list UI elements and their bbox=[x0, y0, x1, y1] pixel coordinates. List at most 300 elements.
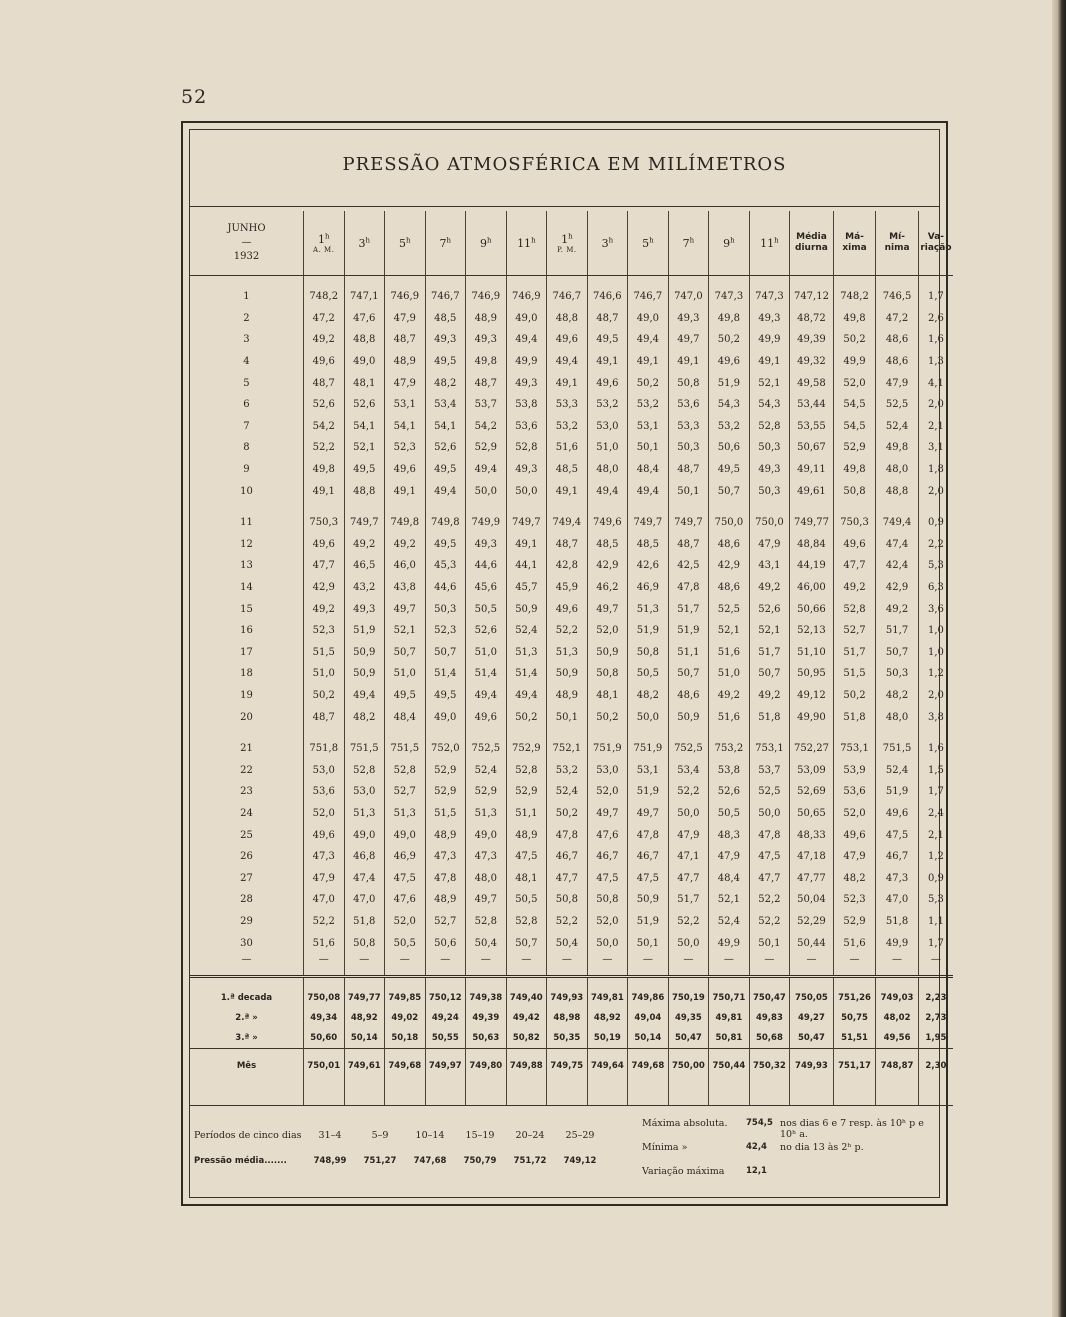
summary-value: 749,85 bbox=[385, 977, 426, 1009]
value-cell: 50,1 bbox=[749, 932, 790, 954]
month-summary-value: 749,68 bbox=[628, 1049, 669, 1084]
value-cell: 49,3 bbox=[506, 459, 547, 481]
value-cell: 46,0 bbox=[385, 555, 426, 577]
period-range: 20–24 bbox=[515, 1130, 545, 1141]
value-cell: 52,1 bbox=[749, 620, 790, 642]
value-cell: 47,7 bbox=[547, 867, 588, 889]
value-cell: 53,1 bbox=[628, 416, 669, 438]
value-cell: 50,6 bbox=[709, 437, 750, 459]
table-row bbox=[190, 846, 953, 868]
value-cell: 46,7 bbox=[876, 846, 919, 868]
value-cell: 48,2 bbox=[425, 372, 466, 394]
value-cell: 51,1 bbox=[668, 642, 709, 664]
value-cell: 52,9 bbox=[506, 781, 547, 803]
summary-label: 2.ª » bbox=[235, 1013, 258, 1024]
hour-label bbox=[399, 237, 411, 250]
value-cell: 52,0 bbox=[587, 781, 628, 803]
value-cell: 49,4 bbox=[466, 685, 507, 707]
value-cell: 49,2 bbox=[303, 329, 344, 351]
value-cell: 49,6 bbox=[833, 824, 876, 846]
value-cell: 50,4 bbox=[466, 932, 507, 954]
dash-cell: — bbox=[668, 954, 709, 977]
value-cell: 746,9 bbox=[506, 276, 547, 308]
summary-value: 50,35 bbox=[547, 1028, 588, 1049]
hour-header-2 bbox=[344, 211, 385, 276]
hour-suffix: h bbox=[774, 236, 779, 245]
value-cell: 48,0 bbox=[876, 706, 919, 728]
value-cell: 50,6 bbox=[425, 932, 466, 954]
value-cell: 50,9 bbox=[547, 663, 588, 685]
value-cell: 49,5 bbox=[385, 685, 426, 707]
value-cell: 53,6 bbox=[506, 416, 547, 438]
value-cell: 47,0 bbox=[344, 889, 385, 911]
value-cell: 747,3 bbox=[709, 276, 750, 308]
value-cell: 51,4 bbox=[466, 663, 507, 685]
value-cell: 51,9 bbox=[628, 781, 669, 803]
maximum-header bbox=[833, 211, 876, 276]
summary-value: 50,81 bbox=[709, 1028, 750, 1049]
value-cell: 49,0 bbox=[385, 824, 426, 846]
dash-cell: — bbox=[385, 954, 426, 977]
value-cell: 53,2 bbox=[587, 394, 628, 416]
value-cell: 52,7 bbox=[425, 911, 466, 933]
value-cell: 49,1 bbox=[547, 480, 588, 502]
day-cell: 25 bbox=[240, 829, 253, 841]
value-cell: 46,7 bbox=[547, 846, 588, 868]
table-row bbox=[190, 642, 953, 664]
value-cell: 52,3 bbox=[385, 437, 426, 459]
value-cell: 52,3 bbox=[425, 620, 466, 642]
period-mean: 749,12 bbox=[563, 1156, 597, 1166]
value-cell: 746,7 bbox=[547, 276, 588, 308]
value-cell: 746,9 bbox=[385, 276, 426, 308]
period-range: 15–19 bbox=[465, 1130, 495, 1141]
value-cell: 51,0 bbox=[709, 663, 750, 685]
value-cell: 45,6 bbox=[466, 577, 507, 599]
day-cell: 17 bbox=[240, 646, 253, 658]
day-cell: 7 bbox=[243, 420, 250, 432]
value-cell: 52,9 bbox=[425, 781, 466, 803]
hour-suffix: h bbox=[365, 236, 371, 245]
value-cell: 51,7 bbox=[833, 642, 876, 664]
period-mean: 750,79 bbox=[463, 1156, 497, 1166]
value-cell: 49,6 bbox=[303, 824, 344, 846]
variation-header bbox=[918, 211, 953, 276]
day-cell: 26 bbox=[240, 851, 253, 863]
value-cell: 747,3 bbox=[749, 276, 790, 308]
hour-number: 7 bbox=[682, 236, 690, 250]
value-cell: 51,6 bbox=[547, 437, 588, 459]
maximum-header-line1: Má- bbox=[845, 232, 864, 242]
min-absolute-value: 42,4 bbox=[746, 1142, 767, 1152]
value-cell: 51,9 bbox=[876, 781, 919, 803]
value-cell: 47,6 bbox=[344, 308, 385, 330]
value-cell: 751,9 bbox=[628, 728, 669, 760]
value-cell: 53,0 bbox=[587, 416, 628, 438]
dash-cell: — bbox=[709, 954, 750, 977]
month-summary-value: 749,88 bbox=[506, 1049, 547, 1084]
value-cell: 54,1 bbox=[344, 416, 385, 438]
value-cell: 52,4 bbox=[876, 759, 919, 781]
summary-value: 749,93 bbox=[547, 977, 588, 1009]
value-cell: 1,1 bbox=[918, 911, 953, 933]
value-cell: 43,1 bbox=[749, 555, 790, 577]
summary-value: 48,98 bbox=[547, 1008, 588, 1028]
value-cell: 46,2 bbox=[587, 577, 628, 599]
day-cell: 9 bbox=[243, 464, 250, 476]
value-cell: 51,4 bbox=[425, 663, 466, 685]
month-summary-value: 749,64 bbox=[587, 1049, 628, 1084]
value-cell: 49,6 bbox=[547, 598, 588, 620]
dash-cell: — bbox=[506, 954, 547, 977]
value-cell: 50,2 bbox=[303, 685, 344, 707]
value-cell: 50,04 bbox=[790, 889, 834, 911]
value-cell: 51,5 bbox=[833, 663, 876, 685]
summary-value: 49,27 bbox=[790, 1008, 834, 1028]
value-cell: 53,8 bbox=[506, 394, 547, 416]
value-cell: 51,7 bbox=[668, 598, 709, 620]
value-cell: 52,6 bbox=[466, 620, 507, 642]
value-cell: 54,5 bbox=[833, 394, 876, 416]
value-cell: 47,4 bbox=[344, 867, 385, 889]
value-cell: 751,8 bbox=[303, 728, 344, 760]
month-label: JUNHO bbox=[227, 223, 266, 234]
minimum-header-line1: Mí- bbox=[889, 232, 905, 242]
value-cell: 49,90 bbox=[790, 706, 834, 728]
value-cell: 5,3 bbox=[918, 889, 953, 911]
value-cell: 50,0 bbox=[668, 932, 709, 954]
month-summary-label: Mês bbox=[190, 1049, 303, 1084]
value-cell: 52,8 bbox=[506, 437, 547, 459]
summary-value: 50,60 bbox=[303, 1028, 344, 1049]
month-summary-value: 749,93 bbox=[790, 1049, 834, 1084]
value-cell: 4,1 bbox=[918, 372, 953, 394]
value-cell: 50,3 bbox=[425, 598, 466, 620]
value-cell: 46,5 bbox=[344, 555, 385, 577]
value-cell: 51,3 bbox=[466, 803, 507, 825]
max-absolute-label: Máxima absoluta. bbox=[642, 1118, 728, 1129]
summary-value: 50,14 bbox=[344, 1028, 385, 1049]
value-cell: 42,5 bbox=[668, 555, 709, 577]
hour-suffix: h bbox=[324, 232, 330, 241]
value-cell: 46,7 bbox=[628, 846, 669, 868]
footer-summary bbox=[190, 1100, 939, 1200]
summary-value: 51,51 bbox=[833, 1028, 876, 1049]
table-row bbox=[190, 867, 953, 889]
value-cell: 48,0 bbox=[876, 459, 919, 481]
value-cell: 1,2 bbox=[918, 663, 953, 685]
value-cell: 52,5 bbox=[876, 394, 919, 416]
hour-period: P. M. bbox=[557, 245, 577, 254]
value-cell: 2,1 bbox=[918, 416, 953, 438]
value-cell: 44,19 bbox=[790, 555, 834, 577]
value-cell: 54,1 bbox=[425, 416, 466, 438]
value-cell: 50,2 bbox=[709, 329, 750, 351]
value-cell: 47,8 bbox=[668, 577, 709, 599]
day-cell: 1 bbox=[243, 291, 250, 303]
value-cell: 50,8 bbox=[547, 889, 588, 911]
value-cell: 1,2 bbox=[918, 846, 953, 868]
hour-header-4 bbox=[425, 211, 466, 276]
value-cell: 50,3 bbox=[876, 663, 919, 685]
value-cell: 45,7 bbox=[506, 577, 547, 599]
value-cell: 52,5 bbox=[709, 598, 750, 620]
table-row bbox=[190, 663, 953, 685]
value-cell: 51,3 bbox=[628, 598, 669, 620]
value-cell: 51,8 bbox=[876, 911, 919, 933]
day-cell: 29 bbox=[240, 915, 253, 927]
value-cell: 52,1 bbox=[385, 620, 426, 642]
summary-value: 750,08 bbox=[303, 977, 344, 1009]
hour-number: 11 bbox=[517, 236, 532, 250]
hour-label bbox=[359, 237, 371, 250]
value-cell: 42,9 bbox=[587, 555, 628, 577]
value-cell: 48,7 bbox=[385, 329, 426, 351]
value-cell: 48,2 bbox=[628, 685, 669, 707]
value-cell: 50,0 bbox=[587, 932, 628, 954]
value-cell: 52,8 bbox=[344, 759, 385, 781]
value-cell: 49,6 bbox=[547, 329, 588, 351]
value-cell: 52,0 bbox=[385, 911, 426, 933]
hour-suffix: h bbox=[487, 236, 492, 245]
value-cell: 52,8 bbox=[506, 759, 547, 781]
value-cell: 53,6 bbox=[668, 394, 709, 416]
value-cell: 50,7 bbox=[709, 480, 750, 502]
value-cell: 50,1 bbox=[668, 480, 709, 502]
value-cell: 50,8 bbox=[833, 480, 876, 502]
summary-value: 50,63 bbox=[466, 1028, 507, 1049]
value-cell: 53,7 bbox=[466, 394, 507, 416]
value-cell: 53,2 bbox=[709, 416, 750, 438]
dash-cell: — bbox=[425, 954, 466, 977]
value-cell: 49,9 bbox=[833, 351, 876, 373]
minimum-header-line2: nima bbox=[884, 243, 910, 253]
value-cell: 3,8 bbox=[918, 706, 953, 728]
table-row bbox=[190, 598, 953, 620]
hour-number: 11 bbox=[760, 236, 775, 250]
dash-row bbox=[190, 954, 953, 977]
value-cell: 747,0 bbox=[668, 276, 709, 308]
value-cell: 50,44 bbox=[790, 932, 834, 954]
summary-value: 49,56 bbox=[876, 1028, 919, 1049]
value-cell: 51,0 bbox=[385, 663, 426, 685]
value-cell: 52,4 bbox=[709, 911, 750, 933]
value-cell: 49,1 bbox=[547, 372, 588, 394]
hour-header-5 bbox=[466, 211, 507, 276]
value-cell: 749,9 bbox=[466, 502, 507, 534]
value-cell: 48,33 bbox=[790, 824, 834, 846]
value-cell: 49,0 bbox=[466, 824, 507, 846]
value-cell: 49,6 bbox=[466, 706, 507, 728]
value-cell: 47,5 bbox=[628, 867, 669, 889]
table-row bbox=[190, 759, 953, 781]
value-cell: 54,3 bbox=[749, 394, 790, 416]
summary-value: 50,19 bbox=[587, 1028, 628, 1049]
value-cell: 50,9 bbox=[587, 642, 628, 664]
table-inner-frame bbox=[189, 129, 952, 1198]
summary-value: 50,55 bbox=[425, 1028, 466, 1049]
value-cell: 49,1 bbox=[668, 351, 709, 373]
value-cell: 49,8 bbox=[833, 459, 876, 481]
value-cell: 749,6 bbox=[587, 502, 628, 534]
value-cell: 49,7 bbox=[668, 329, 709, 351]
value-cell: 49,3 bbox=[749, 459, 790, 481]
periods-label: Períodos de cinco dias bbox=[194, 1130, 302, 1141]
hour-suffix: h bbox=[531, 236, 536, 245]
value-cell: 749,7 bbox=[628, 502, 669, 534]
value-cell: 49,3 bbox=[466, 534, 507, 556]
value-cell: 50,8 bbox=[587, 663, 628, 685]
value-cell: 52,7 bbox=[833, 620, 876, 642]
value-cell: 53,6 bbox=[833, 781, 876, 803]
day-cell: 14 bbox=[240, 582, 253, 594]
hour-header-6 bbox=[506, 211, 547, 276]
value-cell: 48,9 bbox=[385, 351, 426, 373]
value-cell: 49,5 bbox=[425, 534, 466, 556]
value-cell: 746,5 bbox=[876, 276, 919, 308]
value-cell: 50,7 bbox=[385, 642, 426, 664]
summary-value: 749,81 bbox=[587, 977, 628, 1009]
value-cell: 49,5 bbox=[709, 459, 750, 481]
value-cell: 48,8 bbox=[547, 308, 588, 330]
table-row bbox=[190, 932, 953, 954]
value-cell: 53,1 bbox=[628, 759, 669, 781]
page-title: PRESSÃO ATMOSFÉRICA EM MILÍMETROS bbox=[342, 154, 787, 175]
day-cell: 23 bbox=[240, 786, 253, 798]
value-cell: 49,5 bbox=[425, 459, 466, 481]
value-cell: 752,27 bbox=[790, 728, 834, 760]
value-cell: 50,7 bbox=[425, 642, 466, 664]
variation-header-line1: Va- bbox=[927, 232, 945, 242]
period-range: 10–14 bbox=[415, 1130, 445, 1141]
summary-value: 49,35 bbox=[668, 1008, 709, 1028]
table-row bbox=[190, 459, 953, 481]
value-cell: 49,2 bbox=[303, 598, 344, 620]
value-cell: 746,7 bbox=[628, 276, 669, 308]
value-cell: 49,3 bbox=[425, 329, 466, 351]
month-summary-value: 749,75 bbox=[547, 1049, 588, 1084]
value-cell: 47,2 bbox=[303, 308, 344, 330]
day-cell: 10 bbox=[240, 485, 253, 497]
value-cell: 52,2 bbox=[303, 437, 344, 459]
value-cell: 752,9 bbox=[506, 728, 547, 760]
value-cell: 47,9 bbox=[749, 534, 790, 556]
value-cell: 42,9 bbox=[709, 555, 750, 577]
table-row bbox=[190, 480, 953, 502]
hour-label bbox=[642, 237, 654, 250]
summary-value: 50,47 bbox=[668, 1028, 709, 1049]
value-cell: 49,4 bbox=[506, 329, 547, 351]
value-cell: 753,1 bbox=[749, 728, 790, 760]
value-cell: 749,7 bbox=[668, 502, 709, 534]
value-cell: 52,2 bbox=[547, 620, 588, 642]
value-cell: 53,9 bbox=[833, 759, 876, 781]
value-cell: 52,5 bbox=[749, 781, 790, 803]
value-cell: 746,9 bbox=[466, 276, 507, 308]
value-cell: 47,2 bbox=[876, 308, 919, 330]
hour-label bbox=[480, 237, 492, 250]
value-cell: 48,5 bbox=[547, 459, 588, 481]
value-cell: 54,5 bbox=[833, 416, 876, 438]
value-cell: 51,5 bbox=[425, 803, 466, 825]
value-cell: 47,8 bbox=[628, 824, 669, 846]
value-cell: 48,72 bbox=[790, 308, 834, 330]
value-cell: 49,7 bbox=[587, 598, 628, 620]
value-cell: 53,2 bbox=[547, 759, 588, 781]
value-cell: 43,8 bbox=[385, 577, 426, 599]
table-row bbox=[190, 685, 953, 707]
hour-label bbox=[683, 237, 695, 250]
value-cell: 48,5 bbox=[587, 534, 628, 556]
value-cell: 48,5 bbox=[628, 534, 669, 556]
value-cell: 1,7 bbox=[918, 276, 953, 308]
summary-value: 50,82 bbox=[506, 1028, 547, 1049]
summary-value: 49,34 bbox=[303, 1008, 344, 1028]
value-cell: 49,3 bbox=[344, 598, 385, 620]
value-cell: 53,4 bbox=[668, 759, 709, 781]
value-cell: 47,3 bbox=[425, 846, 466, 868]
table-row bbox=[190, 329, 953, 351]
value-cell: 53,7 bbox=[749, 759, 790, 781]
summary-value: 749,38 bbox=[466, 977, 507, 1009]
value-cell: 47,7 bbox=[833, 555, 876, 577]
value-cell: 49,7 bbox=[628, 803, 669, 825]
value-cell: 747,12 bbox=[790, 276, 834, 308]
value-cell: 48,6 bbox=[876, 329, 919, 351]
hour-suffix: h bbox=[730, 236, 735, 245]
value-cell: 49,0 bbox=[628, 308, 669, 330]
value-cell: 52,1 bbox=[709, 620, 750, 642]
value-cell: 50,8 bbox=[668, 372, 709, 394]
value-cell: 49,8 bbox=[709, 308, 750, 330]
value-cell: 747,1 bbox=[344, 276, 385, 308]
value-cell: 52,4 bbox=[506, 620, 547, 642]
value-cell: 44,6 bbox=[466, 555, 507, 577]
summary-value: 50,18 bbox=[385, 1028, 426, 1049]
value-cell: 53,4 bbox=[425, 394, 466, 416]
value-cell: 50,0 bbox=[749, 803, 790, 825]
max-variation-value: 12,1 bbox=[746, 1166, 767, 1176]
value-cell: 47,7 bbox=[749, 867, 790, 889]
value-cell: 1,0 bbox=[918, 620, 953, 642]
value-cell: 47,7 bbox=[303, 555, 344, 577]
value-cell: 749,7 bbox=[506, 502, 547, 534]
book-spine-shadow bbox=[1052, 0, 1066, 1317]
value-cell: 54,1 bbox=[385, 416, 426, 438]
value-cell: 750,3 bbox=[833, 502, 876, 534]
value-cell: 51,9 bbox=[709, 372, 750, 394]
value-cell: 52,6 bbox=[303, 394, 344, 416]
day-cell: 24 bbox=[240, 807, 253, 819]
value-cell: 50,8 bbox=[587, 889, 628, 911]
period-mean: 751,72 bbox=[513, 1156, 547, 1166]
hour-label bbox=[440, 237, 452, 250]
value-cell: 1,8 bbox=[918, 459, 953, 481]
value-cell: 52,4 bbox=[876, 416, 919, 438]
value-cell: 48,7 bbox=[547, 534, 588, 556]
value-cell: 51,0 bbox=[303, 663, 344, 685]
value-cell: 51,4 bbox=[506, 663, 547, 685]
value-cell: 50,2 bbox=[506, 706, 547, 728]
value-cell: 48,8 bbox=[344, 480, 385, 502]
summary-value: 750,47 bbox=[749, 977, 790, 1009]
value-cell: 47,9 bbox=[385, 308, 426, 330]
value-cell: 53,1 bbox=[385, 394, 426, 416]
value-cell: 2,4 bbox=[918, 803, 953, 825]
value-cell: 49,4 bbox=[547, 351, 588, 373]
value-cell: 52,8 bbox=[506, 911, 547, 933]
value-cell: 50,5 bbox=[709, 803, 750, 825]
